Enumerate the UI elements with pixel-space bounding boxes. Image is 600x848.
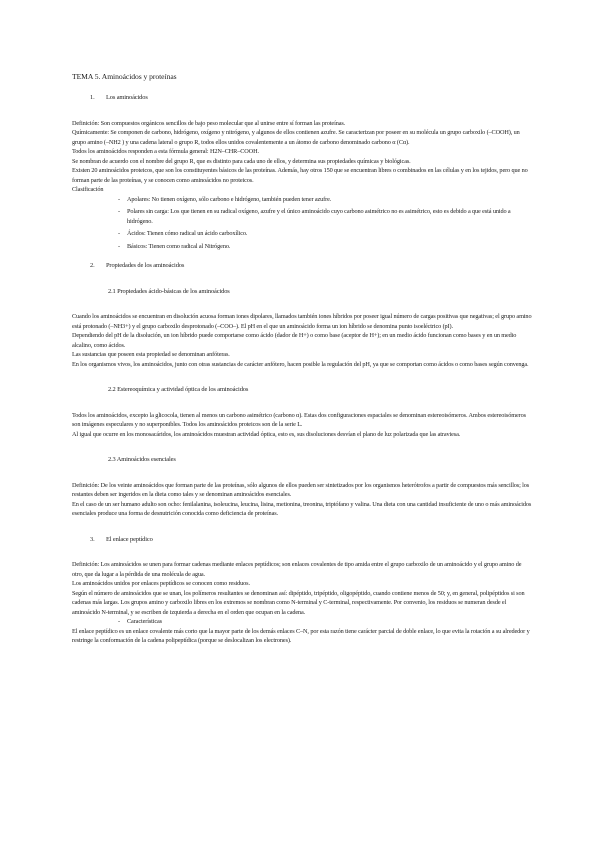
list-item [72,242,532,252]
dash-bullet: - [118,242,120,250]
dash-bullet: - [118,230,120,237]
list-item [72,195,532,205]
section-3-body [72,560,532,646]
paragraph: Químicamente: Se componen de carbono, hidrógeno, oxígeno y nitrógeno, y algunos de ellos contienen azufre. Se caracterizan por poseer en su molécula un grupo carboxilo (–COOH), un grupo amino (–NH2 ) y una cadena lateral o grupo R, todos ellos unidos covalentemente a un átomo de carbono denominado carbono α (Cα). [72,129,520,146]
characteristics-list [72,617,532,627]
section-title: Propiedades de los aminoácidos [106,262,185,269]
paragraph: Definición: De los veinte aminoácidos que forman parte de las proteínas, sólo algunos de ellos pueden ser sintetizados por los organismos heterótrofos a partir de compuestos más sencillos; los restantes deben ser ingeridos en la dieta como tales y se denominan aminoácidos esenciales. [72,481,530,498]
classification-list [72,195,532,252]
section-heading-3 [72,535,532,545]
subsection-2-1-body [72,312,532,369]
section-1-body [72,119,532,252]
section-title: Los aminoácidos [106,94,148,101]
subsection-heading-2-2: 2.2 Estereoquímica y actividad óptica de los aminoácidos [108,386,249,393]
paragraph: En el caso de un ser humano adulto son ocho: fenilalanina, isoleucina, leucina, lisina, metionina, treonina, triptófano y valina. Una dieta con una cantidad insuficiente de uno o más aminoácidos esenciales produce una forma de desnutrición conocida como deficiencia de proteínas. [72,500,532,517]
list-item-text: Apolares: No tienen oxígeno, sólo carbono e hidrógeno, también pueden tener azufre. [127,195,332,203]
paragraph: Existen 20 aminoácidos proteicos, que son los constituyentes básicos de las proteínas. Además, hay otros 150 que se encuentran libres o combinados en las células y en los tejidos, pero que no forman parte de las proteínas, y se conocen como aminoácidos no proteicos. [72,167,528,184]
list-item-text: Básicos: Tienen como radical al Nitrógeno. [127,242,231,250]
document-title: TEMA 5. Aminoácidos y proteínas [72,72,177,81]
section-number: 1. [90,94,95,101]
paragraph: Clasificación [72,186,104,193]
paragraph: Definición: Los aminoácidos se unen para formar cadenas mediante enlaces peptídicos; son enlaces covalentes de tipo amida entre el grupo carboxilo de un aminoácido y el grupo amino de otro, que da lugar a la pérdida de una molécula de agua. [72,561,522,578]
dash-bullet: - [118,208,120,215]
subsection-heading-2-1: 2.1 Propiedades ácido-básicas de los aminoácidos [108,287,230,295]
list-item [72,207,532,226]
paragraph: Todos los aminoácidos responden a esta fórmula general: H2N–CHR–COOH. [72,148,259,155]
paragraph: Los aminoácidos unidos por enlaces peptídicos se conocen como residuos. [72,580,250,587]
paragraph: Se nombran de acuerdo con el nombre del grupo R, que es distinto para cada uno de ellos, y determina sus propiedades químicas y biológicas. [72,157,411,165]
paragraph: En los organismos vivos, los aminoácidos, junto con otras sustancias de carácter anfótero, hacen posible la regulación del pH, ya que se comportan como ácidos o como bases según convenga. [72,360,529,368]
section-heading-2 [72,261,532,271]
section-title: El enlace peptídico [106,535,153,543]
paragraph: Dependiendo del pH de la disolución, un ion híbrido puede comportarse como ácido (dador de H+) o como base (aceptor de H+); en un medio ácido funcionan como bases y en un medio alcalino, como ácidos. [72,332,517,349]
paragraph: Todos los aminoácidos, excepto la glicocola, tienen al menos un carbono asimétrico (carbono α). Estas dos configuraciones espaciales se denominan estereoisómeros. Ambos estereoisómeros son imágenes especulares y no superponibles. Todos los aminoácidos proteicos son de la serie L. [72,411,526,428]
paragraph: Según el número de aminoácidos que se unan, los polímeros resultantes se denominan así: dipéptido, tripéptido, oligopéptido, cuando contiene menos de 50; y, en general, polipéptidos si son cadenas más largas. Los grupos amino y carboxilo libres en los extremos se nombran como N-terminal y C-terminal, respectivamente. Por convenio, los residuos se numeran desde el aminoácido N-terminal, y se escriben de izquierda a derecha en el orden que ocupan en la cadena. [72,589,525,616]
section-number: 2. [90,262,95,269]
subsection-2-2-body [72,411,532,440]
document-page [72,72,532,646]
paragraph: El enlace peptídico es un enlace covalente más corto que la mayor parte de los demás enlaces C–N, por esta razón tiene carácter parcial de doble enlace, lo que evita la rotación a su alrededor y restringe la conformación de la cadena polipeptídica (porque se deslocalizan los electrones). [72,627,530,644]
dash-bullet: - [118,195,120,203]
paragraph: Definición: Son compuestos orgánicos sencillos de bajo peso molecular que al unirse entre sí forman las proteínas. [72,119,346,127]
list-item [72,229,532,239]
paragraph: Cuando los aminoácidos se encuentran en disolución acuosa forman iones dipolares, llamados también iones híbridos por poseer igual número de cargas positivas que negativas; el grupo amino está protonado (–NH3+) y el grupo carboxilo desprotonado (–COO–). El pH en el que un aminoácido forma un ion híbrido se denomina punto isoeléctrico (pI). [72,313,532,330]
list-item-text: Características [127,618,162,625]
subsection-heading-2-3: 2.3 Aminoácidos esenciales [108,456,176,463]
section-heading-1 [72,93,532,103]
list-item-text: Polares sin carga: Los que tienen en su radical oxígeno, azufre y el único aminoácido cuyo carbono asimétrico no es asimétrico, esto es debido a que está unido a hidrógeno. [127,208,511,225]
paragraph: Las sustancias que poseen esta propiedad se denominan anfóteras. [72,351,230,358]
paragraph: Al igual que ocurre en los monosacáridos, los aminoácidos muestran actividad óptica, esto es, sus disoluciones desvían el plano de luz polarizada que las atraviesa. [72,430,461,438]
list-item-text: Ácidos: Tienen cómo radical un ácido carboxílico. [127,230,248,237]
subsection-2-3-body [72,481,532,519]
section-number: 3. [90,535,95,543]
dash-bullet: - [118,618,120,625]
list-item [72,617,532,627]
